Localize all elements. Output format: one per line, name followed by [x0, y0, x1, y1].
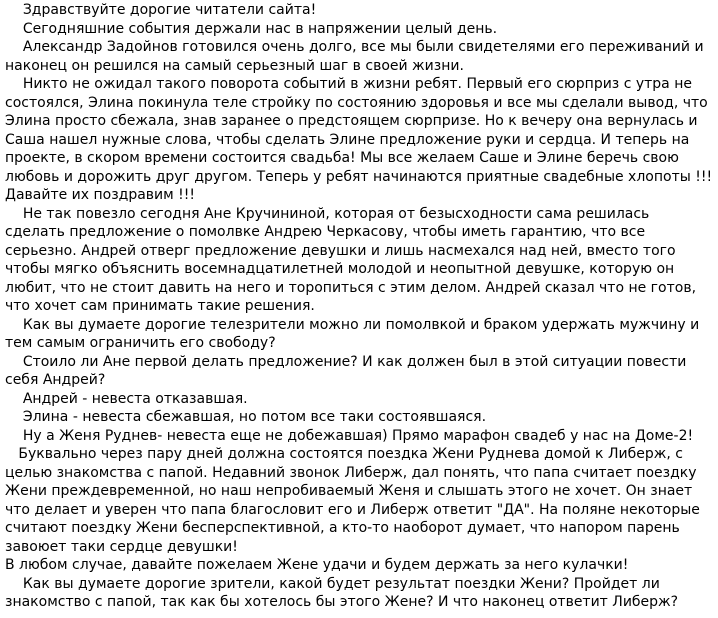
- paragraph-intro: Сегодняшние события держали нас в напряжении целый день.: [5, 20, 498, 37]
- paragraph-andrey-status: Андрей - невеста отказавшая.: [5, 390, 248, 407]
- greeting-paragraph: Здравствуйте дорогие читатели сайта!: [5, 2, 317, 18]
- paragraph-zhenya-trip: Буквально через пару дней должна состоятся поездка Жени Руднева домой к Либерж, с целью знакомства с папой. Недавний звонок Либерж, дал понять, что папа считает поездку Жени преждевременной, но наш непробиваемый Женя и слышать этого не хочет. Он знает что делает и уверен что папа благословит его и Либерж ответит "ДА". На поляне некоторые считают поездку Жени бесперспективной, а кто-то наоборот думает, что напором парень завоюет таки сердце девушки!: [5, 446, 705, 555]
- paragraph-zhenya-status: Ну а Женя Руднев- невеста еще не добежавшая) Прямо марафон свадеб у нас на Доме-2!: [5, 427, 694, 444]
- paragraph-wish-luck: В любом случае, давайте пожелаем Жене удачи и будем держать за него кулачки!: [5, 557, 629, 573]
- article-body: [5, 1, 717, 612]
- paragraph-final-question: Как вы думаете дорогие зрители, какой будет результат поездки Жени? Пройдет ли знакомство с папой, так как бы хотелось бы этого Жене? И что наконец ответит Либерж?: [5, 575, 679, 610]
- paragraph-question-anya: Стоило ли Ане первой делать предложение? И как должен был в этой ситуации повести себя Андрей?: [5, 353, 691, 388]
- paragraph-elina-status: Элина - невеста сбежавшая, но потом все таки состоявшаяся.: [5, 409, 487, 425]
- paragraph-question-engagement: Как вы думаете дорогие телезрители можно ли помолвкой и браком удержать мужчину и тем самым ограничить его свободу?: [5, 316, 704, 351]
- paragraph-anya-kruchinina: Не так повезло сегодня Ане Кручининой, которая от безысходности сама решилась сделать предложение о помолвке Андрею Черкасову, чтобы иметь гарантию, что все серьезно. Андрей отверг предложение девушки и лишь насмехался над ней, вместо того чтобы мягко объяснить восемнадцатилетней молодой и неопытной девушке, которую он любит, что не стоит давить на него и торопиться с этим делом. Андрей сказал что не готов, что хочет сам принимать такие решения.: [5, 205, 701, 314]
- paragraph-proposal-story: Никто не ожидал такого поворота событий в жизни ребят. Первый его сюрприз с утра не состоялся, Элина покинула теле стройку по состоянию здоровья и все мы сделали вывод, что Элина просто сбежала, знав заранее о предстоящем сюрпризе. Но к вечеру она вернулась и Саша нашел нужные слова, чтобы сделать Элине предложение руки и сердца. И теперь на проекте, в скором времени состоится свадьба! Мы все желаем Саше и Элине беречь свою любовь и дорожить друг другом. Теперь у ребят начинаются приятные свадебные хлопоты !!! Давайте их поздравим !!!: [5, 76, 717, 203]
- paragraph-zadoinov: Александр Задойнов готовился очень долго, все мы были свидетелями его переживаний и наконец он решился на самый серьезный шаг в своей жизни.: [5, 39, 708, 74]
